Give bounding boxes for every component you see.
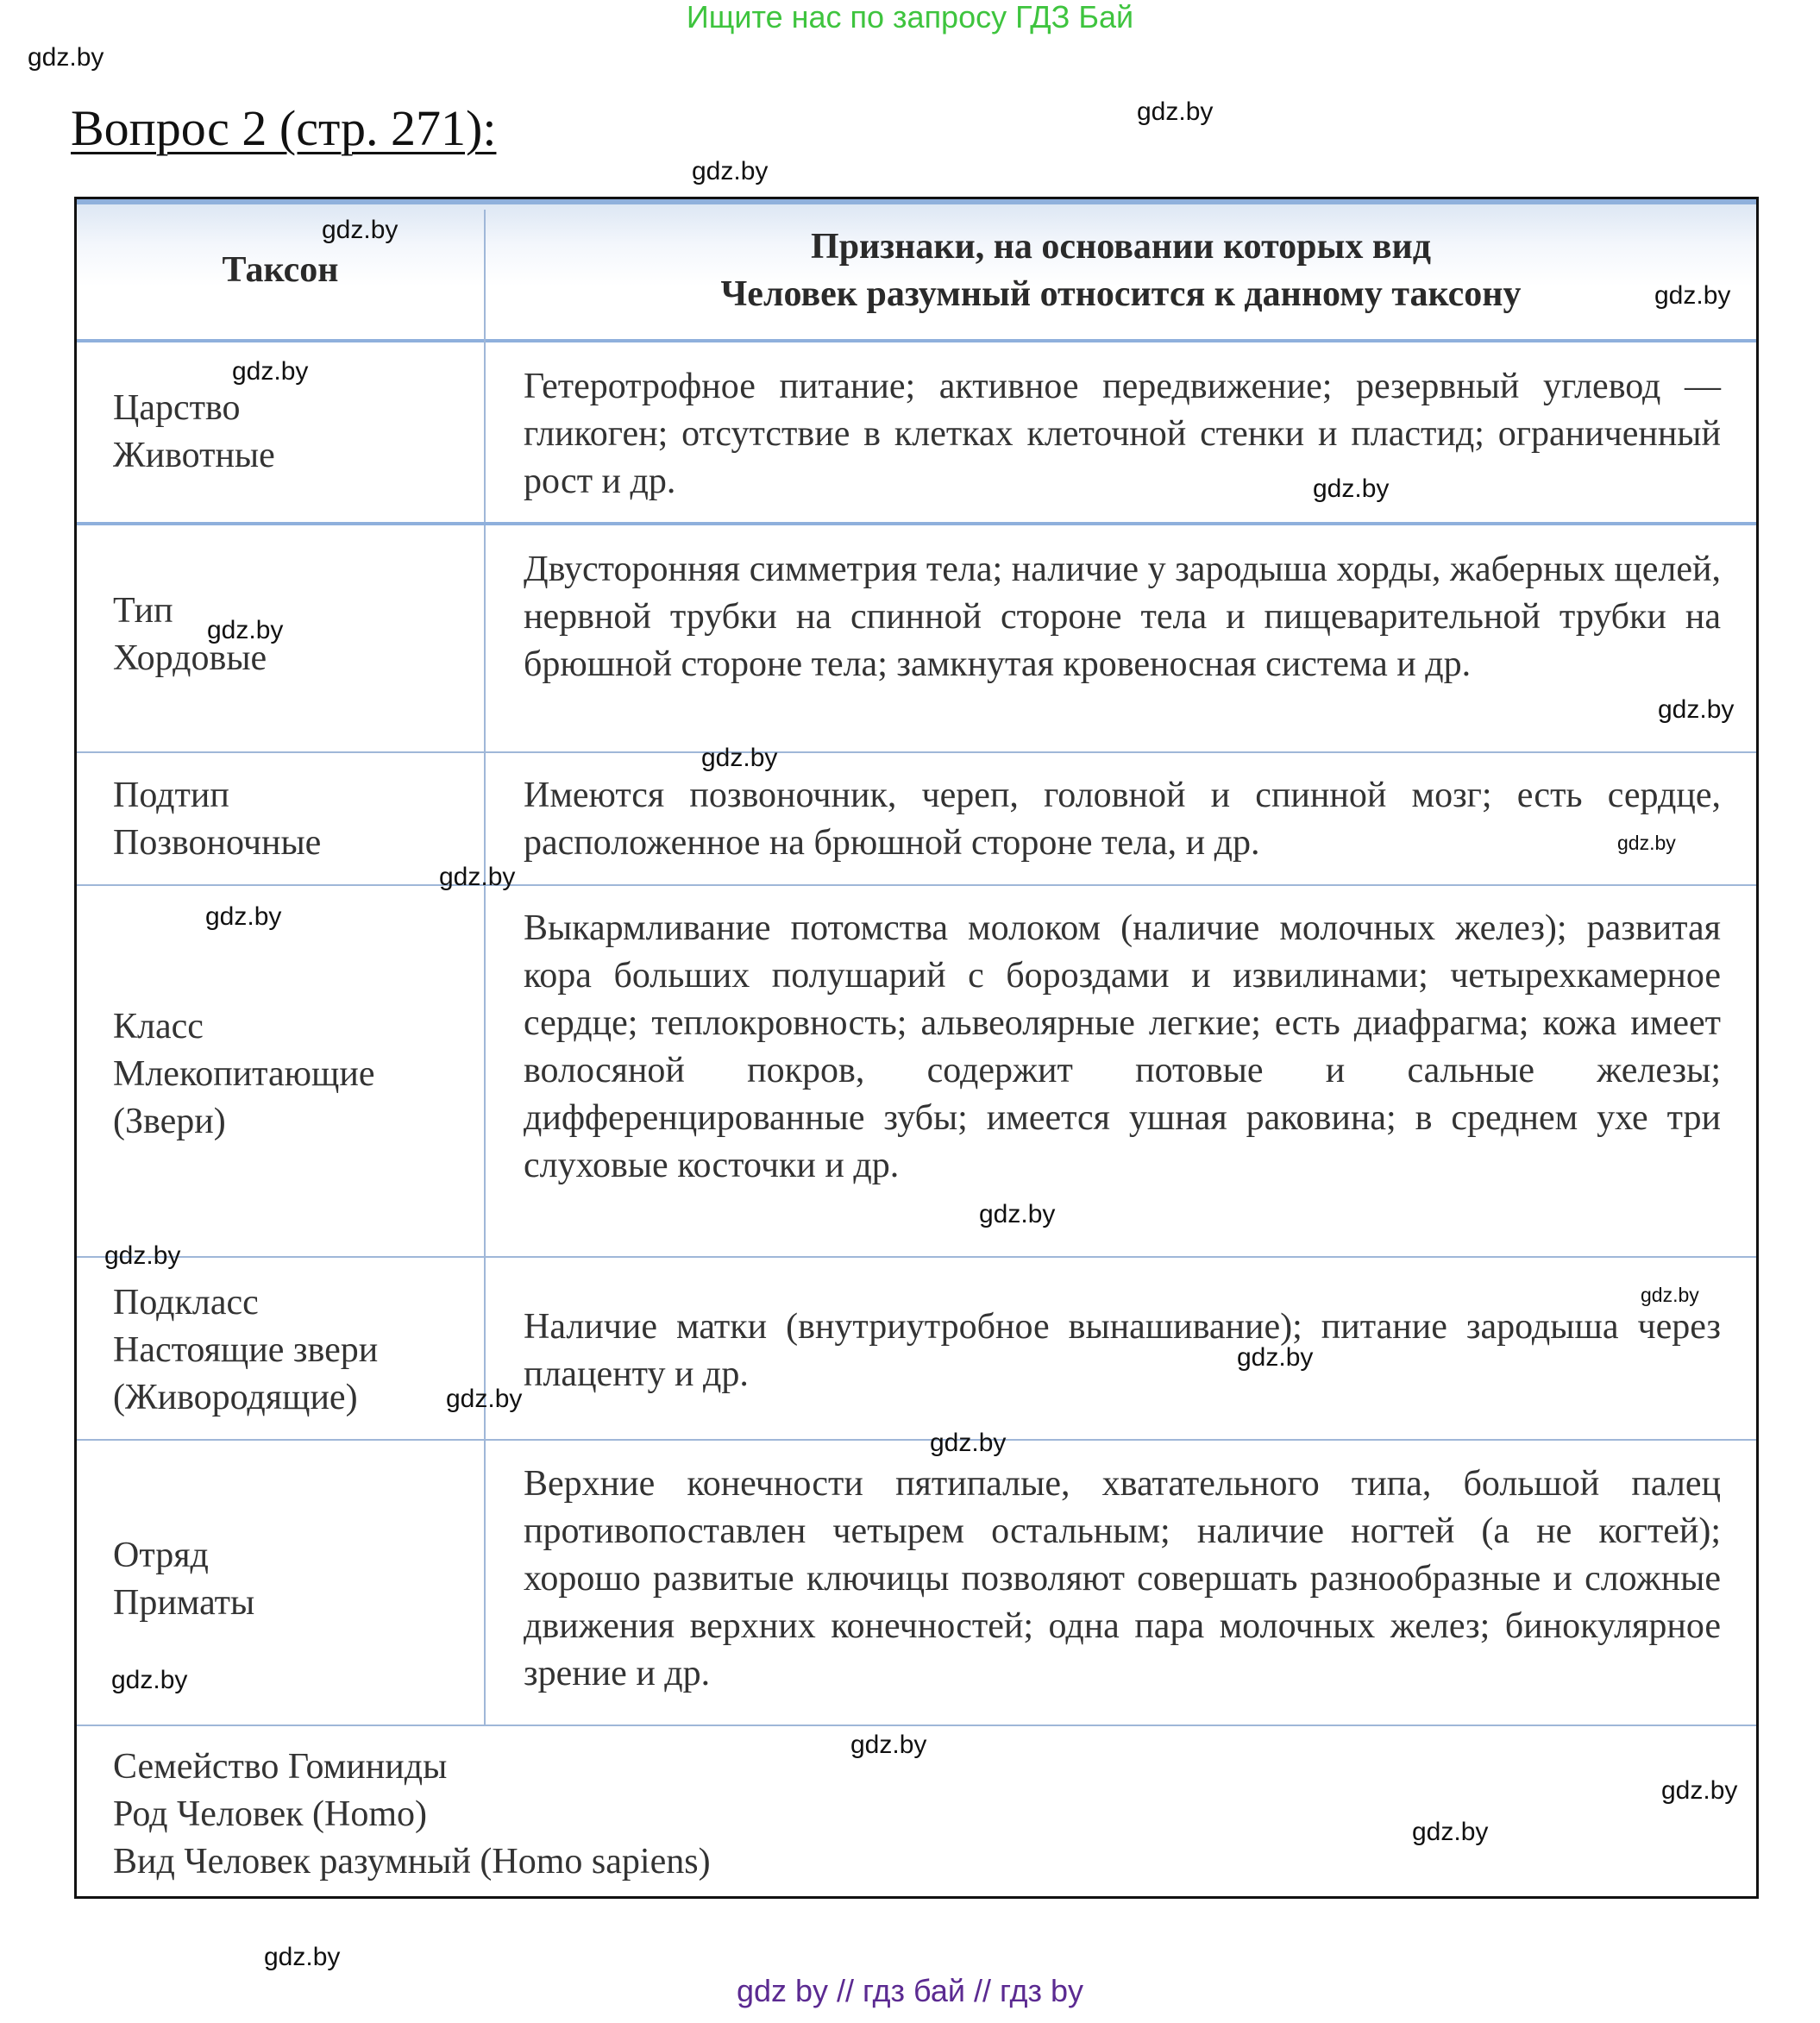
row-features-phylum: Двусторонняя симметрия тела; наличие у зародыша хорды, жаберных щелей, нервной трубки на спинной стороне тела и пищеварительной трубки на брюшной стороне тела; замкнутая кровеносная система и др. (524, 550, 1721, 684)
watermark: gdz.by (1237, 1343, 1314, 1372)
watermark: gdz.by (850, 1731, 927, 1759)
row-taxon-subclass: Подкласс Настоящие звери (Живородящие) (113, 1283, 379, 1417)
row-features-subclass: Наличие матки (внутриутробное вынашивание); питание зародыша через плаценту и др. (524, 1307, 1721, 1394)
header-divider (77, 339, 1756, 342)
watermark: gdz.by (322, 216, 399, 244)
watermark: gdz.by (232, 357, 309, 386)
row-divider (77, 884, 1756, 886)
row-divider (77, 751, 1756, 753)
footer-links: gdz by // гдз бай // гдз by (736, 1973, 1084, 2008)
taxonomy-table (74, 197, 1759, 1899)
row-taxon-class: Класс Млекопитающие (Звери) (113, 1007, 375, 1141)
row-taxon-subphylum: Подтип Позвоночные (113, 776, 322, 863)
search-banner: Ищите нас по запросу ГДЗ Бай (686, 0, 1134, 35)
row-features-subphylum: Имеются позвоночник, череп, головной и спинной мозг; есть сердце, расположенное на брюшной стороне тела, и др. (524, 776, 1721, 863)
watermark: gdz.by (1617, 832, 1676, 854)
watermark: gdz.by (1137, 97, 1214, 126)
watermark: gdz.by (1313, 474, 1390, 503)
watermark: gdz.by (930, 1429, 1007, 1457)
row-divider (77, 1256, 1756, 1258)
watermark: gdz.by (692, 157, 769, 185)
question-heading: Вопрос 2 (стр. 271): (71, 100, 497, 156)
row-taxon-order: Отряд Приматы (113, 1536, 255, 1623)
family-genus-species: Семейство Гоминиды Род Человек (Homo) Вид Человек разумный (Homo sapiens) (113, 1747, 711, 1882)
row-taxon-phylum: Тип Хордовые (113, 591, 267, 678)
row-divider (77, 1439, 1756, 1441)
watermark: gdz.by (446, 1385, 523, 1413)
header-taxon: Таксон (222, 250, 339, 290)
watermark: gdz.by (1658, 695, 1735, 724)
row-features-order: Верхние конечности пятипалые, хватательного типа, большой палец противопоставлен четырем остальным; наличие ногтей (а не когтей); хорошо развитые ключицы позволяют совершать разнообразные и сложные движения верхних конечностей; одна пара молочных желез; бинокулярное зрение и др. (524, 1464, 1721, 1693)
row-taxon-kingdom: Царство Животные (113, 388, 275, 475)
watermark: gdz.by (1654, 281, 1731, 310)
watermark: gdz.by (28, 43, 104, 72)
watermark: gdz.by (979, 1200, 1056, 1228)
watermark: gdz.by (111, 1666, 188, 1694)
watermark: gdz.by (264, 1943, 341, 1971)
row-features-class: Выкармливание потомства молоком (наличие молочных желез); развитая кора больших полушарий с бороздами и извилинами; четырехкамерное сердце; теплокровность; альвеолярные легкие; есть диафрагма; кожа имеет волосяной покров, содержит потовые и сальные железы; дифференцированные зубы; имеется ушная раковина; в среднем ухе три слуховые косточки и др. (524, 908, 1721, 1185)
watermark: gdz.by (104, 1241, 181, 1270)
watermark: gdz.by (207, 616, 284, 644)
watermark: gdz.by (1661, 1776, 1738, 1805)
row-divider (77, 522, 1756, 525)
column-divider (484, 210, 486, 1726)
header-features: Признаки, на основании которых вид Человек разумный относится к данному таксону (720, 227, 1522, 314)
watermark: gdz.by (205, 902, 282, 931)
watermark: gdz.by (1641, 1284, 1699, 1306)
watermark: gdz.by (701, 744, 778, 772)
watermark: gdz.by (1412, 1818, 1489, 1846)
watermark: gdz.by (439, 863, 516, 891)
row-divider (77, 1725, 1756, 1726)
row-features-kingdom: Гетеротрофное питание; активное передвижение; резервный углевод — гликоген; отсутствие в клетках клеточной стенки и пластид; ограниченный рост и др. (524, 367, 1721, 501)
